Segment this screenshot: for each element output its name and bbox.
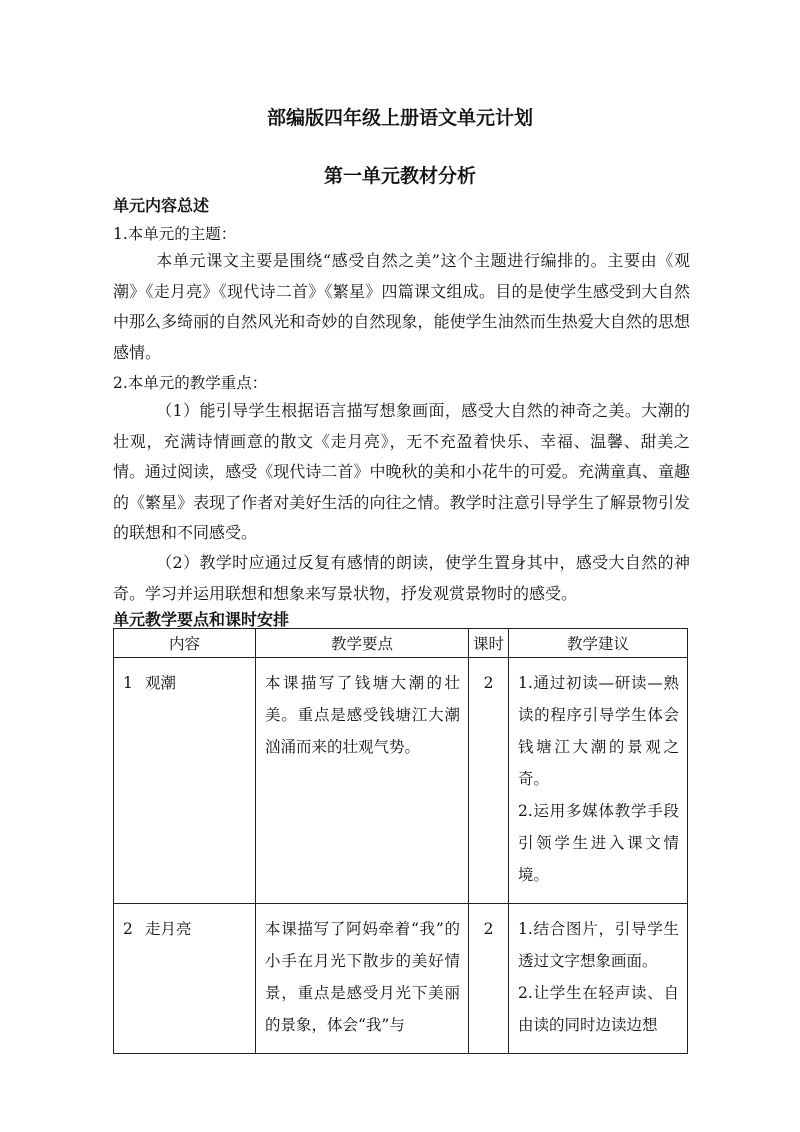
schedule-table [113, 628, 688, 1054]
theme-label: 1.本单元的主题： [113, 225, 237, 243]
unit-subtitle: 第一单元教材分析 [323, 165, 476, 187]
document-title: 部编版四年级上册语文单元计划 [266, 107, 533, 129]
table-row [114, 904, 688, 1054]
lesson-cell [114, 904, 256, 1054]
table-row [114, 658, 688, 904]
focus-paragraph-1: （1）能引导学生根据语言描写想象画面，感受大自然的神奇之美。大潮的壮观，充满诗情画意的散文《走月亮》，无不充盈着快乐、幸福、温馨、甜美之情。通过阅读，感受《现代诗二首》中晚秋的美和小花牛的可爱。充满童真、童趣的《繁星》表现了作者对美好生活的向往之情。教学时注意引导学生了解景物引发的联想和不同感受。 [113, 401, 690, 542]
header-suggestion: 教学建议 [509, 629, 688, 658]
header-hours: 课时 [469, 629, 509, 658]
lesson-name: 观潮 [145, 674, 177, 692]
suggestion-cell [509, 658, 688, 904]
suggestion-item: 1.结合图片，引导学生透过文字想象画面。 [518, 920, 679, 970]
hours-cell [469, 904, 509, 1054]
points-cell [256, 658, 469, 904]
header-points: 教学要点 [256, 629, 469, 658]
lesson-number: 1 [123, 674, 133, 692]
overview-heading: 单元内容总述 [113, 196, 210, 215]
lesson-points: 本课描写了钱塘大潮的壮美。重点是感受钱塘江大潮汹涌而来的壮观气势。 [265, 674, 460, 756]
suggestion-item: 2.运用多媒体教学手段引领学生进入课文情境。 [518, 802, 679, 884]
schedule-heading: 单元教学要点和课时安排 [113, 610, 290, 629]
points-cell [256, 904, 469, 1054]
suggestion-item: 1.通过初读—研读—熟读的程序引导学生体会钱塘江大潮的景观之奇。 [518, 674, 679, 788]
suggestion-item: 2.让学生在轻声读、自由读的同时边读边想 [518, 984, 679, 1034]
lesson-hours: 2 [483, 920, 494, 938]
hours-cell [469, 658, 509, 904]
table-header-row [114, 629, 688, 658]
focus-label: 2.本单元的教学重点： [113, 374, 268, 392]
focus-paragraph-2: （2）教学时应通过反复有感情的朗读，使学生置身其中，感受大自然的神奇。学习并运用联想和想象来写景状物，抒发观赏景物时的感受。 [113, 553, 690, 603]
lesson-name: 走月亮 [145, 920, 192, 938]
suggestion-cell [509, 904, 688, 1054]
theme-paragraph: 本单元课文主要是围绕“感受自然之美”这个主题进行编排的。主要由《观潮》《走月亮》《现代诗二首》《繁星》四篇课文组成。目的是使学生感受到大自然中那么多绮丽的自然风光和奇妙的自然现象，能使学生油然而生热爱大自然的思想感情。 [113, 251, 690, 362]
header-content: 内容 [114, 629, 256, 658]
lesson-hours: 2 [483, 674, 494, 692]
lesson-cell [114, 658, 256, 904]
lesson-points: 本课描写了阿妈牵着“我”的小手在月光下散步的美好情景，重点是感受月光下美丽的景象，体会“我”与 [265, 920, 460, 1034]
lesson-number: 2 [123, 920, 133, 938]
